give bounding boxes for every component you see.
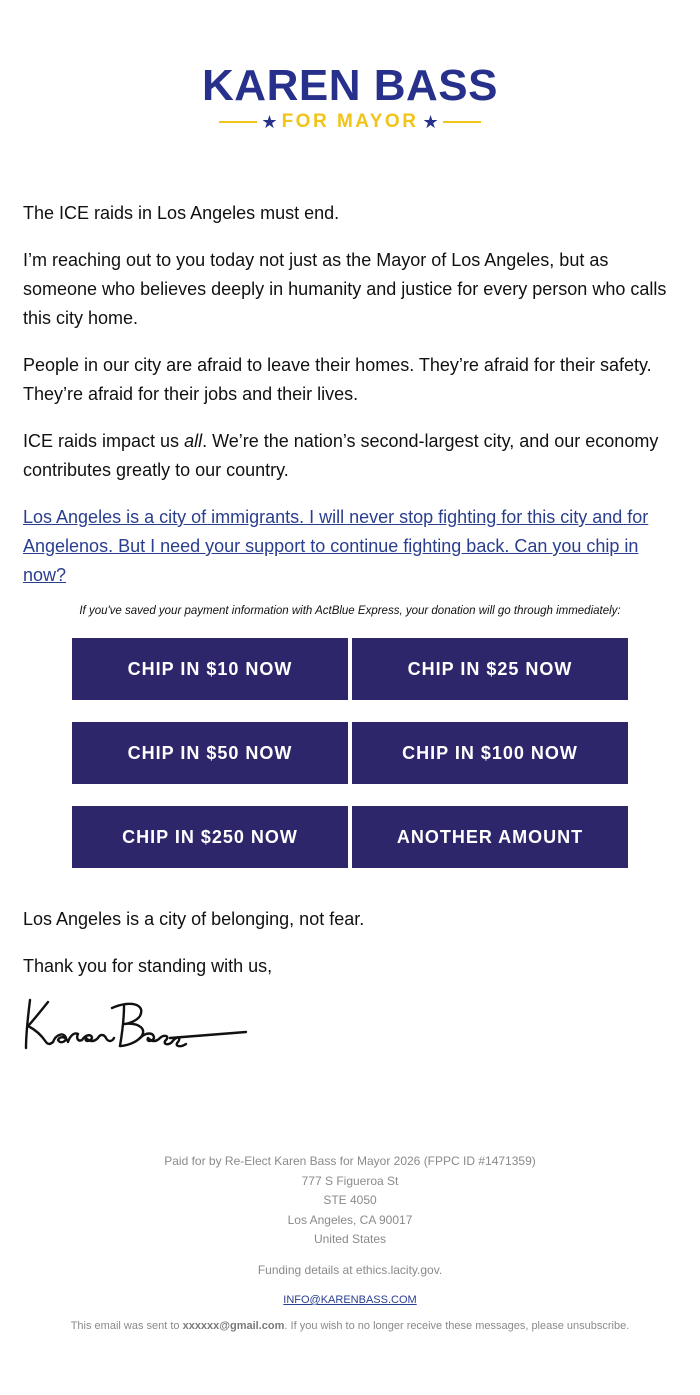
star-icon: ★ bbox=[261, 112, 278, 132]
contact-email-link[interactable]: INFO@KARENBASS.COM bbox=[283, 1294, 417, 1306]
body-text: ICE raids impact us bbox=[23, 431, 185, 451]
chip-in-25-button[interactable]: CHIP IN $25 NOW bbox=[352, 638, 628, 700]
cta-paragraph bbox=[23, 503, 673, 590]
body-paragraph: I’m reaching out to you today not just as the Mayor of Los Angeles, but as someone who believes deeply in humanity and justice for every person who calls this city home. bbox=[23, 250, 667, 328]
star-icon: ★ bbox=[422, 112, 439, 132]
logo-subtitle: FOR MAYOR bbox=[281, 111, 419, 132]
sent-prefix: This email was sent to bbox=[70, 1320, 183, 1332]
donation-button-grid bbox=[72, 638, 628, 868]
body-paragraph bbox=[23, 427, 673, 485]
chip-in-50-button[interactable]: CHIP IN $50 NOW bbox=[72, 722, 348, 784]
address-line: United States bbox=[313, 1232, 387, 1246]
address-line: STE 4050 bbox=[323, 1193, 377, 1207]
body-paragraph: People in our city are afraid to leave their homes. They’re afraid for their safety. They’re afraid for their jobs and their lives. bbox=[23, 355, 652, 404]
logo-subtitle-row bbox=[0, 110, 700, 134]
body-paragraph: The ICE raids in Los Angeles must end. bbox=[23, 203, 340, 223]
email-footer bbox=[0, 1152, 700, 1332]
address-line: 777 S Figueroa St bbox=[301, 1173, 399, 1188]
logo-name: KAREN BASS bbox=[202, 61, 498, 110]
logo-rule-left bbox=[219, 121, 257, 123]
chip-in-10-button[interactable]: CHIP IN $10 NOW bbox=[72, 638, 348, 700]
recipient-email: xxxxxx@gmail.com bbox=[182, 1320, 285, 1332]
unsubscribe-notice bbox=[0, 1320, 700, 1332]
donate-link[interactable]: Los Angeles is a city of immigrants. I will never stop fighting for this city and for Angelenos. But I need your support to continue fighting back. Can you chip in now? bbox=[23, 507, 649, 585]
closing bbox=[23, 905, 673, 999]
closing-line: Los Angeles is a city of belonging, not fear. bbox=[23, 909, 365, 929]
signature-image bbox=[20, 992, 250, 1062]
another-amount-button[interactable]: ANOTHER AMOUNT bbox=[352, 806, 628, 868]
funding-details: Funding details at ethics.lacity.gov. bbox=[257, 1262, 443, 1277]
sign-off: Thank you for standing with us, bbox=[23, 956, 273, 976]
body-emphasis: all bbox=[184, 431, 203, 451]
actblue-note: If you've saved your payment information with ActBlue Express, your donation will go through immediately: bbox=[79, 605, 621, 617]
address-line: Los Angeles, CA 90017 bbox=[287, 1212, 413, 1227]
chip-in-250-button[interactable]: CHIP IN $250 NOW bbox=[72, 806, 348, 868]
body-text: . We’re the nation’s second-largest city, and our economy contributes greatly to our country. bbox=[23, 431, 659, 480]
chip-in-100-button[interactable]: CHIP IN $100 NOW bbox=[352, 722, 628, 784]
campaign-logo bbox=[0, 62, 700, 134]
unsubscribe-text[interactable]: . If you wish to no longer receive these messages, please unsubscribe. bbox=[284, 1320, 630, 1332]
email-body bbox=[23, 199, 673, 608]
paid-for-notice: Paid for by Re-Elect Karen Bass for Mayor 2026 (FPPC ID #1471359) bbox=[164, 1154, 536, 1168]
logo-rule-right bbox=[443, 121, 481, 123]
